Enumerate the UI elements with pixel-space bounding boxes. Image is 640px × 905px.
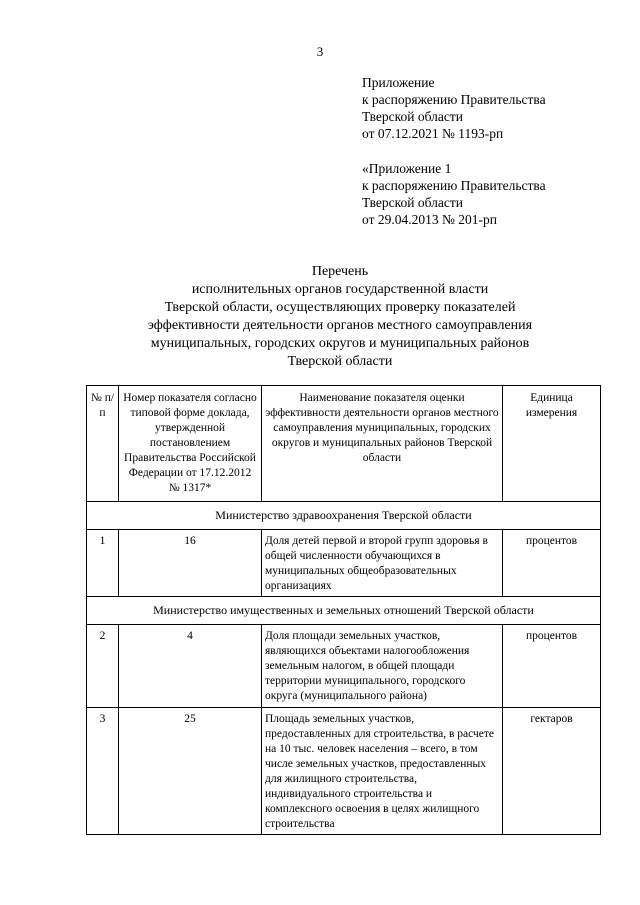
cell-num: 2 (87, 625, 119, 708)
appendix-line: от 29.04.2013 № 201-рп (362, 212, 497, 227)
header-indicator-name: Наименование показателя оценки эффективности деятельности органов местного самоуправления муниципальных, городских округов и муниципальных районов Тверской области (262, 386, 503, 502)
cell-num: 1 (87, 530, 119, 597)
cell-indicator-number: 16 (119, 530, 262, 597)
table-row (87, 708, 601, 835)
page-number: 3 (316, 44, 324, 59)
title-line: исполнительных органов государственной власти (191, 282, 489, 297)
document-title (0, 263, 640, 371)
title-line: Перечень (311, 264, 369, 279)
section-row (87, 597, 601, 625)
cell-indicator-name: Доля детей первой и второй групп здоровья в общей численности обучающихся в муниципальных общеобразовательных организациях (262, 530, 503, 597)
indicators-table (86, 385, 601, 835)
appendix-line: к распоряжению Правительства (362, 92, 546, 107)
cell-indicator-name: Доля площади земельных участков, являющихся объектами налогообложения земельным налогом, в общей площади территории муниципального, городского округа (муниципального района) (262, 625, 503, 708)
appendix-line: Приложение (362, 75, 435, 90)
title-line: эффективности деятельности органов местного самоуправления (147, 318, 533, 333)
cell-indicator-number: 25 (119, 708, 262, 835)
appendix-line: Тверской области (362, 195, 463, 210)
table-row (87, 625, 601, 708)
appendix-line: от 07.12.2021 № 1193-рп (362, 126, 504, 141)
section-title-health: Министерство здравоохранения Тверской области (87, 502, 601, 530)
appendix-line: к распоряжению Правительства (362, 178, 546, 193)
header-unit: Единица измерения (503, 386, 601, 502)
section-title-property: Министерство имущественных и земельных отношений Тверской области (87, 597, 601, 625)
header-num: № п/п (87, 386, 119, 502)
table-row (87, 530, 601, 597)
title-line: Тверской области, осуществляющих проверку показателей (164, 300, 516, 315)
cell-indicator-number: 4 (119, 625, 262, 708)
cell-indicator-name: Площадь земельных участков, предоставленных для строительства, в расчете на 10 тыс. человек населения – всего, в том числе земельных участков, предоставленных для жилищного строительства, индивидуального строительства и комплексного освоения в целях жилищного строительства (262, 708, 503, 835)
appendix-line: «Приложение 1 (362, 161, 452, 176)
appendix-original-block (362, 160, 546, 228)
cell-unit: гектаров (503, 708, 601, 835)
title-line: Тверской области (287, 354, 393, 369)
table-header-row (87, 386, 601, 502)
appendix-current-block (362, 74, 546, 142)
cell-unit: процентов (503, 625, 601, 708)
title-line: муниципальных, городских округов и муниципальных районов (150, 336, 530, 351)
appendix-line: Тверской области (362, 109, 463, 124)
header-indicator-number: Номер показателя согласно типовой форме доклада, утвержденной постановлением Правительства Российской Федерации от 17.12.2012 № 1317* (119, 386, 262, 502)
cell-unit: процентов (503, 530, 601, 597)
cell-num: 3 (87, 708, 119, 835)
section-row (87, 502, 601, 530)
